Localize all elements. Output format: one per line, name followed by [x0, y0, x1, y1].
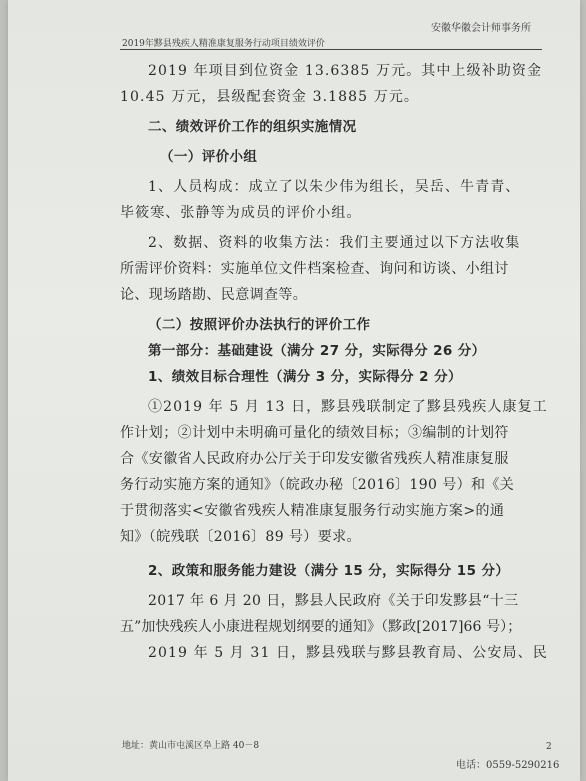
paragraph-line: ①2019 年 5 月 13 日，黟县残联制定了黟县残疾人康复工	[148, 399, 548, 415]
item-heading: 1、绩效目标合理性（满分 3 分，实际得分 2 分）	[148, 369, 462, 385]
item-heading: 2、政策和服务能力建设（满分 15 分，实际得分 15 分）	[148, 563, 510, 579]
paragraph-line: 于贯彻落实<安徽省残疾人精准康复服务行动实施方案>的通	[120, 503, 505, 519]
paragraph-line: 2、数据、资料的收集方法：我们主要通过以下方法收集	[148, 235, 521, 251]
paragraph-line: 知》（皖残联〔2016〕89 号）要求。	[120, 529, 361, 545]
paragraph-line: 2019 年 5 月 31 日，黟县残联与黟县教育局、公安局、民	[148, 645, 548, 661]
section-heading: 二、绩效评价工作的组织实施情况	[148, 119, 357, 135]
header-title: 2019年黟县残疾人精准康复服务行动项目绩效评价	[122, 39, 325, 49]
subsection-heading: （二）按照评价办法执行的评价工作	[148, 317, 371, 333]
subsection-heading: （一）评价小组	[160, 149, 258, 165]
paragraph-line: 2017 年 6 月 20 日，黟县人民政府《关于印发黟县“十三	[148, 593, 519, 609]
header-rule	[120, 49, 542, 50]
paragraph-line: 1、人员构成：成立了以朱少伟为组长，吴岳、牛青青、	[148, 179, 521, 195]
header-firm-name: 安徽华徽会计师事务所	[431, 23, 531, 34]
footer-address: 地址：黄山市屯溪区阜上路 40－8	[122, 741, 260, 751]
page-number: 2	[546, 742, 552, 752]
paragraph-line: 五”加快残疾人小康进程规划纲要的通知》（黟政[2017]66 号）；	[120, 619, 522, 635]
paragraph-line: 10.45 万元，县级配套资金 3.1885 万元。	[120, 89, 420, 105]
paragraph-line: 所需评价资料：实施单位文件档案检查、询问和访谈、小组讨	[120, 261, 509, 277]
paragraph-line: 毕筱寒、张静等为成员的评价小组。	[120, 205, 362, 221]
paragraph-line: 务行动实施方案的通知》（皖政办秘〔2016〕190 号）和《关	[120, 477, 515, 493]
paragraph-line: 论、现场踏勘、民意调查等。	[120, 287, 308, 303]
body-text	[120, 58, 552, 666]
document-page	[8, 0, 580, 781]
paragraph-line: 合《安徽省人民政府办公厅关于印发安徽省残疾人精准康复服	[120, 451, 509, 467]
paragraph-line: 2019 年项目到位资金 13.6385 万元。其中上级补助资金	[148, 63, 543, 79]
part-heading: 第一部分：基础建设（满分 27 分，实际得分 26 分）	[148, 343, 486, 359]
footer-phone: 电话：0559-5290216	[456, 760, 560, 771]
paragraph-line: 作计划；②计划中未明确可量化的绩效目标；③编制的计划符	[120, 425, 509, 441]
